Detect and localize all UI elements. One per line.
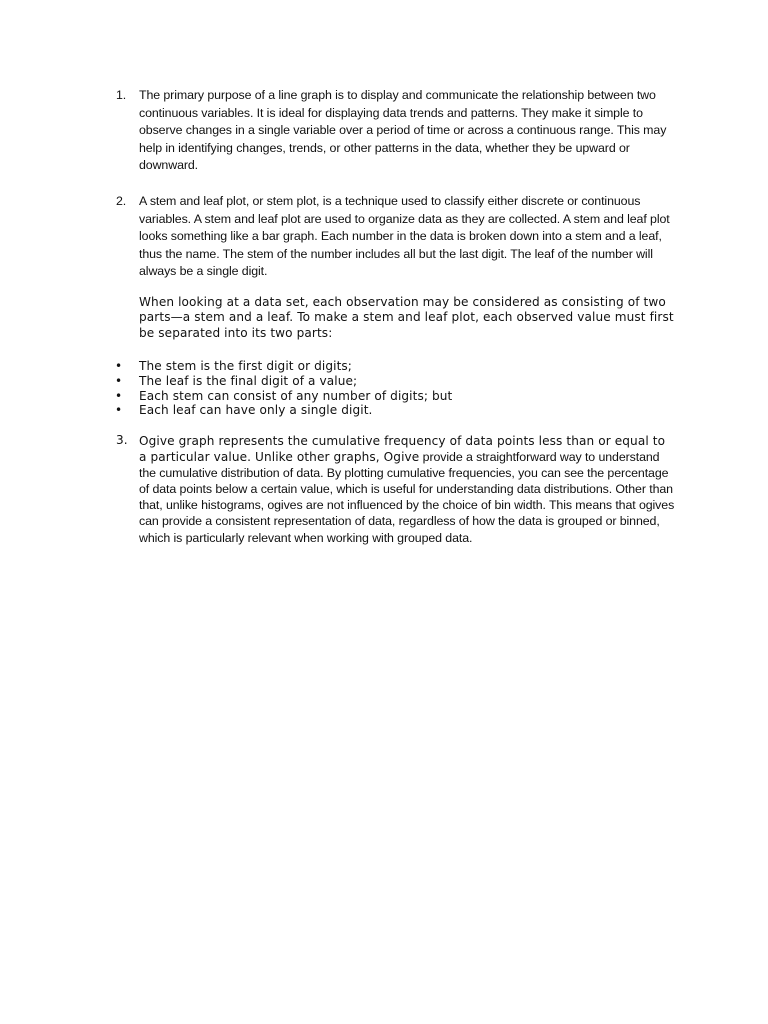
bullet-icon: • [115, 403, 123, 418]
list-item [112, 374, 672, 389]
list-item [112, 389, 672, 404]
bullet-text: Each stem can consist of any number of digits; but [139, 388, 453, 403]
paragraph-line-graph: The primary purpose of a line graph is to display and communicate the relationship between two continuous variables. It is ideal for displaying data trends and patterns. They make it simple to observe changes in a single variable over a period of time or across a continuous range. This may help in identifying changes, trends, or other patterns in the data, whether they be upward or downward. [139, 88, 667, 173]
list-number-2: 2. [116, 194, 127, 208]
list-number-3: 3. [116, 433, 128, 447]
paragraph-ogive [139, 433, 676, 546]
list-item [112, 403, 672, 418]
ogive-text-part-2: provide a straightforward way to understand the cumulative distribution of data. By plotting cumulative frequencies, you can see the percentage of data points below a certain value, which is useful for understanding data distributions. Other than that, unlike histograms, ogives are not influenced by the choice of bin width. This means that ogives can provide a consistent representation of data, regardless of how the data is grouped or binned, which is particularly relevant when working with grouped data. [139, 450, 675, 545]
paragraph-stem-leaf: A stem and leaf plot, or stem plot, is a technique used to classify either discrete or continuous variables. A stem and leaf plot are used to organize data as they are collected. A stem and leaf plot looks something like a bar graph. Each number in the data is broken down into a stem and a leaf, thus the name. The stem of the number includes all but the last digit. The leaf of the number will always be a single digit. [139, 194, 670, 279]
list-item [112, 359, 672, 374]
list-number-1: 1. [116, 88, 127, 102]
bullet-text: The leaf is the final digit of a value; [139, 373, 358, 388]
bullet-icon: • [115, 388, 123, 403]
bullet-text: Each leaf can have only a single digit. [139, 403, 373, 418]
bullet-icon: • [115, 359, 123, 373]
bullet-text: The stem is the first digit or digits; [139, 359, 352, 373]
ogive-text-part-1: Ogive graph represents the cumulative frequency of data points less than or equal to a particular value. Unlike other graphs, Ogive [139, 434, 666, 465]
bullet-icon: • [115, 373, 123, 388]
bullet-list [112, 359, 672, 418]
paragraph-stem-leaf-parts: When looking at a data set, each observation may be considered as consisting of two parts—a stem and a leaf. To make a stem and leaf plot, each observed value must first be separated into its two parts: [139, 295, 674, 340]
